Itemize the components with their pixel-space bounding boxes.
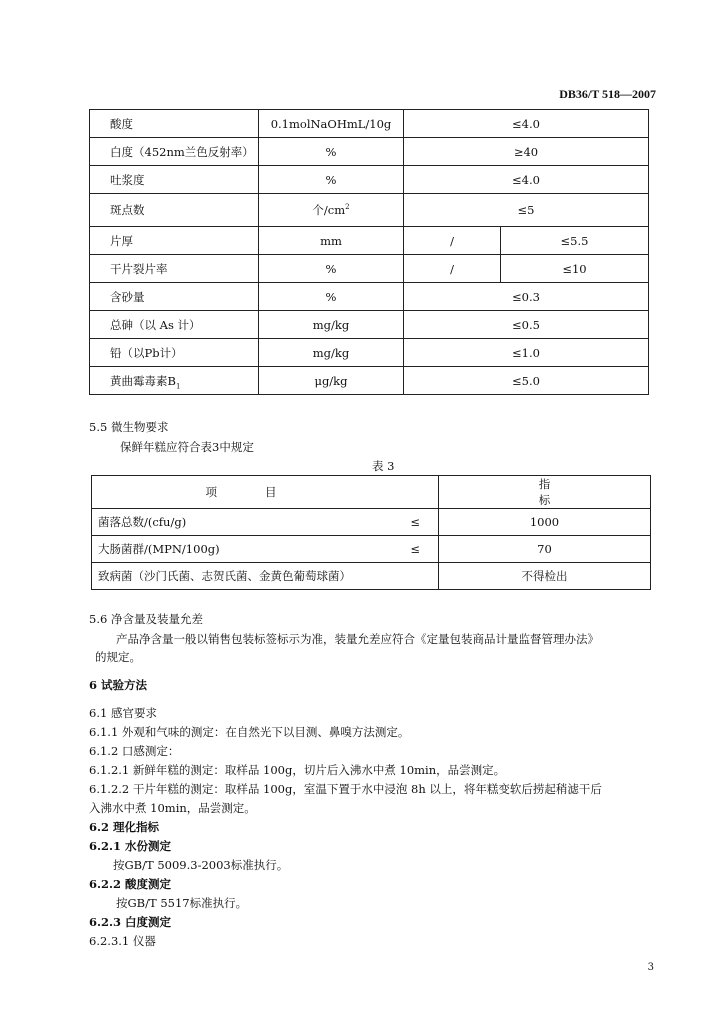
- table-row: [90, 311, 649, 339]
- paragraph: 的规定。: [95, 650, 141, 664]
- item-name: 含砂量: [90, 283, 259, 311]
- document-code: DB36/T 518—2007: [559, 87, 656, 101]
- item-unit: mg/kg: [259, 339, 404, 367]
- paragraph: 6.1.2.2 干片年糕的测定：取样品 100g，室温下置于水中浸泡 8h 以上，将年糕变软后捞起稍滤干后: [89, 782, 602, 796]
- item-unit: %: [259, 283, 404, 311]
- item-unit: %: [259, 255, 404, 283]
- item-unit: mm: [259, 227, 404, 255]
- item-value-dry: ≤5.5: [501, 227, 649, 255]
- item-value: ≤0.5: [404, 311, 649, 339]
- item-name: 吐浆度: [90, 166, 259, 194]
- item-name: 大肠菌群/(MPN/100g) ≤: [92, 536, 439, 563]
- section-heading: 6 试验方法: [89, 678, 148, 692]
- item-value: ≤4.0: [404, 110, 649, 138]
- item-value-dry: ≤10: [501, 255, 649, 283]
- item-name: 铅（以Pb计）: [90, 339, 259, 367]
- table-row: [90, 255, 649, 283]
- item-value: 70: [439, 536, 651, 563]
- column-header-item: 项目: [92, 476, 439, 509]
- item-name: 斑点数: [90, 194, 259, 227]
- table-header-row: [92, 476, 651, 509]
- item-unit: %: [259, 138, 404, 166]
- subsection-heading: 6.1 感官要求: [89, 706, 157, 720]
- subsection-heading: 6.2.3 白度测定: [89, 915, 172, 929]
- item-unit: %: [259, 166, 404, 194]
- subsection-heading: 6.1.2 口感测定：: [89, 744, 180, 758]
- item-unit: 个$/cm^2$: [259, 194, 404, 227]
- item-name: 酸度: [90, 110, 259, 138]
- subsection-heading: 6.2.3.1 仪器: [89, 934, 156, 948]
- item-name: 菌落总数/(cfu/g) ≤: [92, 509, 439, 536]
- table-row: [90, 367, 649, 395]
- item-name: 片厚: [90, 227, 259, 255]
- item-name: 干片裂片率: [90, 255, 259, 283]
- item-name: 黄曲霉毒素$B_1$: [90, 367, 259, 395]
- subsection-heading: 6.2 理化指标: [89, 820, 160, 834]
- table-row: [90, 227, 649, 255]
- table-row: [90, 110, 649, 138]
- item-value-fresh: /: [404, 227, 501, 255]
- item-value: ≤1.0: [404, 339, 649, 367]
- table-caption: 表 3: [372, 459, 395, 473]
- item-name: 白度（452nm兰色反射率）: [90, 138, 259, 166]
- paragraph: 6.1.1 外观和气味的测定：在自然光下以目测、鼻嗅方法测定。: [89, 725, 410, 739]
- item-name: 总砷（以 As 计）: [90, 311, 259, 339]
- paragraph: 6.1.2.1 新鲜年糕的测定：取样品 100g，切片后入沸水中煮 10min，品尝测定。: [89, 763, 506, 777]
- table-row: [90, 339, 649, 367]
- section-heading: 5.5 微生物要求: [89, 420, 169, 434]
- section-heading: 5.6 净含量及装量允差: [89, 612, 203, 626]
- table-row: [90, 194, 649, 227]
- table-row: [92, 536, 651, 563]
- item-value: ≤5.0: [404, 367, 649, 395]
- paragraph: 产品净含量一般以销售包装标签标示为准，装量允差应符合《定量包装商品计量监督管理办法》: [116, 632, 599, 646]
- table-row: [90, 138, 649, 166]
- paragraph: 保鲜年糕应符合表3中规定: [120, 440, 254, 454]
- column-header-indicator: 指标: [439, 476, 651, 509]
- table-row: [92, 509, 651, 536]
- table-row: [90, 166, 649, 194]
- subsection-heading: 6.2.1 水份测定: [89, 839, 172, 853]
- item-unit: 0.1molNaOHmL/10g: [259, 110, 404, 138]
- subsection-heading: 6.2.2 酸度测定: [89, 877, 172, 891]
- paragraph: 按GB/T 5517标准执行。: [116, 896, 248, 910]
- item-value: 不得检出: [439, 563, 651, 590]
- operator: ≤: [410, 515, 420, 529]
- item-value: 1000: [439, 509, 651, 536]
- item-value: ≤0.3: [404, 283, 649, 311]
- item-name: 致病菌（沙门氏菌、志贺氏菌、金黄色葡萄球菌）: [92, 563, 439, 590]
- item-value: ≥40: [404, 138, 649, 166]
- item-value: ≤4.0: [404, 166, 649, 194]
- paragraph: 按GB/T 5009.3-2003标准执行。: [113, 858, 289, 872]
- page-number: 3: [647, 962, 654, 973]
- item-value-fresh: /: [404, 255, 501, 283]
- microbiology-table: [91, 475, 651, 590]
- operator: ≤: [410, 542, 420, 556]
- table-row: [90, 283, 649, 311]
- item-unit: mg/kg: [259, 311, 404, 339]
- paragraph: 入沸水中煮 10min，品尝测定。: [89, 801, 256, 815]
- specification-table: [89, 109, 649, 395]
- table-row: [92, 563, 651, 590]
- item-unit: μg/kg: [259, 367, 404, 395]
- item-value: ≤5: [404, 194, 649, 227]
